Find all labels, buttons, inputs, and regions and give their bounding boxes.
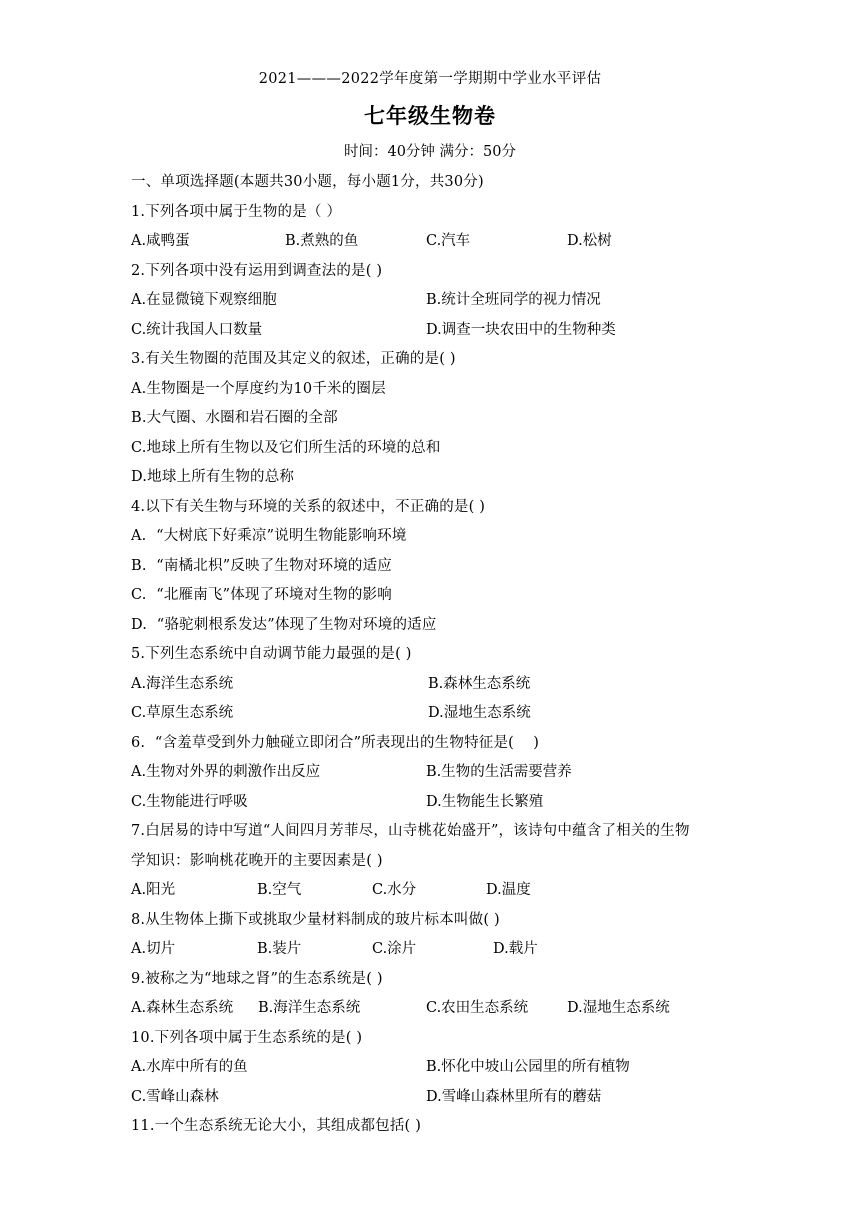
q7-option-d: D.温度 [486,882,531,898]
exam-year-line: 2021———2022学年度第一学期期中学业水平评估 [258,71,602,87]
q8-option-c: C.涂片 [372,941,417,957]
q9-option-a: A.森林生态系统 [131,1000,234,1016]
q10-option-c: C.雪峰山森林 [131,1089,219,1105]
q9-option-d: D.湿地生态系统 [567,1000,670,1016]
question-5-stem: 5.下列生态系统中自动调节能力最强的是( ) [131,646,412,662]
section-heading: 一、单项选择题(本题共30小题，每小题1分，共30分) [131,174,484,190]
question-2-options-row-2 [131,318,751,340]
q8-option-a: A.切片 [131,941,176,957]
q3-option-d: D.地球上所有生物的总称 [131,469,295,485]
q4-option-d: D. “骆驼刺根系发达”体现了生物对环境的适应 [131,617,437,633]
question-9-stem: 9.被称之为“地球之肾”的生态系统是( ) [131,971,383,987]
question-10-options-row-2 [131,1085,751,1107]
q1-option-d: D.松树 [567,233,612,249]
q6-option-d: D.生物能生长繁殖 [426,794,544,810]
q10-option-d: D.雪峰山森林里所有的蘑菇 [426,1089,602,1105]
question-6-stem: 6. “含羞草受到外力触碰立即闭合”所表现出的生物特征是( ) [131,735,540,751]
q3-option-c: C.地球上所有生物以及它们所生活的环境的总和 [131,440,441,456]
q1-option-c: C.汽车 [426,233,471,249]
q2-option-c: C.统计我国人口数量 [131,322,263,338]
q8-option-d: D.载片 [493,941,538,957]
q9-option-c: C.农田生态系统 [426,1000,529,1016]
q9-option-b: B.海洋生态系统 [258,1000,361,1016]
question-1-options [131,229,751,251]
question-10-options-row-1 [131,1055,751,1077]
q4-option-a: A. “大树底下好乘凉”说明生物能影响环境 [131,528,407,544]
question-2-stem: 2.下列各项中没有运用到调查法的是( ) [131,263,383,279]
q1-option-b: B.煮熟的鱼 [285,233,359,249]
q7-option-b: B.空气 [257,882,302,898]
q5-option-c: C.草原生态系统 [131,705,234,721]
question-7-stem: 7.白居易的诗中写道“人间四月芳菲尽，山寺桃花始盛开”，该诗句中蕴含了相关的生物 [131,823,690,839]
question-11-stem: 11.一个生态系统无论大小，其组成都包括( ) [131,1118,422,1134]
q7-option-a: A.阳光 [131,882,176,898]
question-7-options [131,878,751,900]
question-2-options-row-1 [131,288,751,310]
question-7-stem-continued: 学知识：影响桃花晚开的主要因素是( ) [131,853,383,869]
q6-option-b: B.生物的生活需要营养 [426,764,572,780]
question-5-options-row-2 [131,701,751,723]
exam-time-info: 时间：40分钟 满分：50分 [343,144,516,160]
q3-option-a: A.生物圈是一个厚度约为10千米的圈层 [131,381,386,397]
q6-option-a: A.生物对外界的刺激作出反应 [131,764,321,780]
exam-title: 七年级生物卷 [364,103,496,128]
q4-option-b: B. “南橘北枳”反映了生物对环境的适应 [131,558,393,574]
question-10-stem: 10.下列各项中属于生态系统的是( ) [131,1030,363,1046]
q7-option-c: C.水分 [372,882,417,898]
q3-option-b: B.大气圈、水圈和岩石圈的全部 [131,410,338,426]
q2-option-d: D.调查一块农田中的生物种类 [426,322,616,338]
q2-option-a: A.在显微镜下观察细胞 [131,292,277,308]
question-3-stem: 3.有关生物圈的范围及其定义的叙述，正确的是( ) [131,351,456,367]
q10-option-a: A.水库中所有的鱼 [131,1059,248,1075]
q5-option-a: A.海洋生态系统 [131,676,234,692]
q2-option-b: B.统计全班同学的视力情况 [426,292,601,308]
q5-option-d: D.湿地生态系统 [428,705,531,721]
question-5-options-row-1 [131,672,751,694]
question-8-stem: 8.从生物体上撕下或挑取少量材料制成的玻片标本叫做( ) [131,912,500,928]
question-6-options-row-2 [131,790,751,812]
q8-option-b: B.装片 [257,941,302,957]
q10-option-b: B.怀化中坡山公园里的所有植物 [426,1059,630,1075]
question-1-stem: 1.下列各项中属于生物的是（ ） [131,204,342,220]
q5-option-b: B.森林生态系统 [428,676,531,692]
q1-option-a: A.咸鸭蛋 [131,233,190,249]
question-9-options [131,996,751,1018]
question-8-options [131,937,751,959]
q6-option-c: C.生物能进行呼吸 [131,794,248,810]
question-4-stem: 4.以下有关生物与环境的关系的叙述中，不正确的是( ) [131,499,486,515]
q4-option-c: C. “北雁南飞”体现了环境对生物的影响 [131,587,392,603]
question-6-options-row-1 [131,760,751,782]
